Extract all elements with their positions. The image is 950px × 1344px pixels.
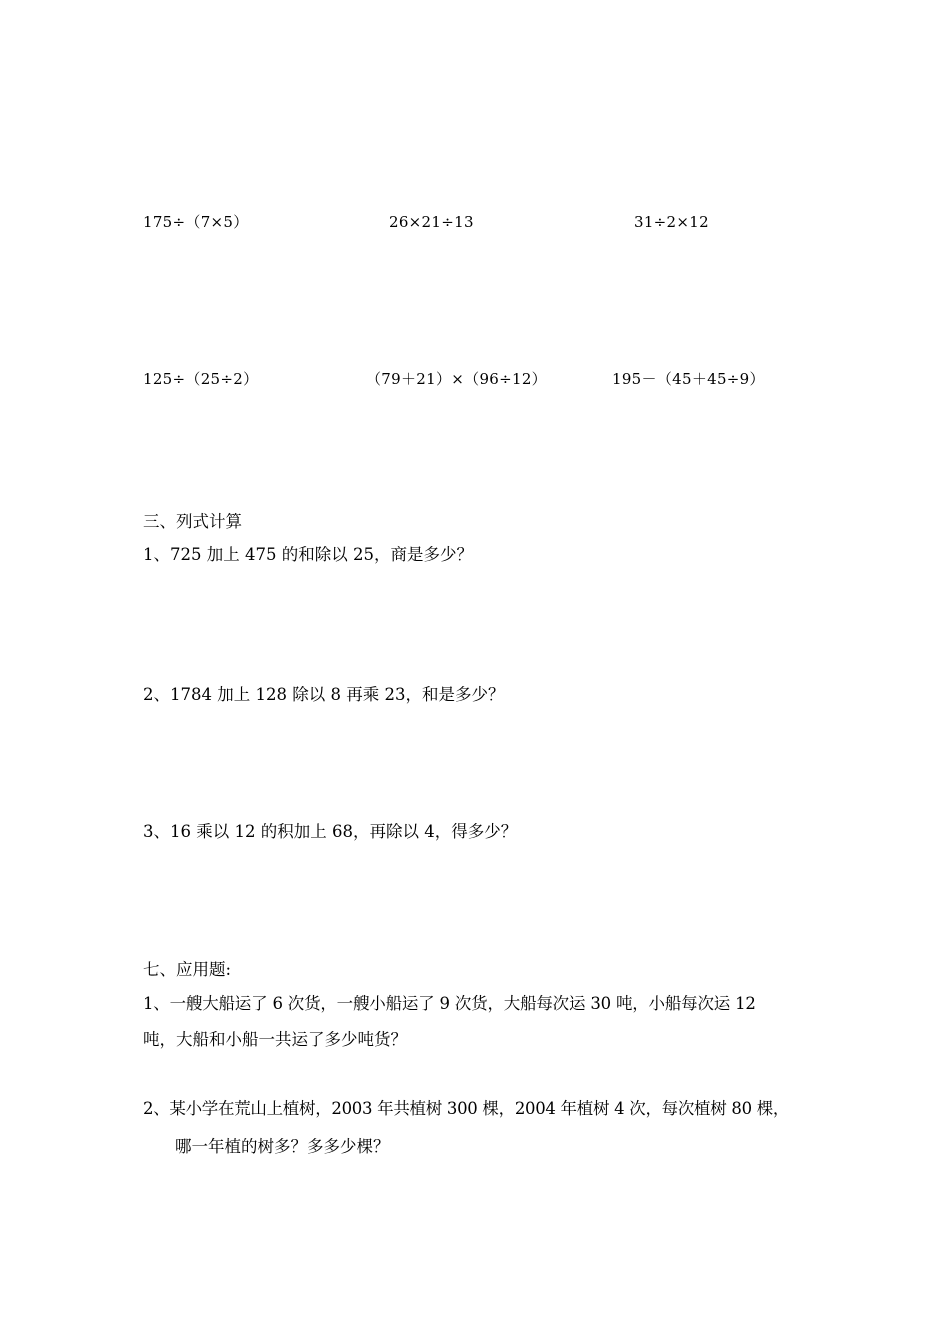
question-text: 3、16 乘以 12 的积加上 68，再除以 4，得多少？	[143, 822, 518, 841]
calc-expression: 175÷（7×5）	[143, 213, 249, 231]
question-text-continued: 哪一年植的树多？多多少棵？	[175, 1137, 390, 1156]
calc-expression: 26×21÷13	[389, 213, 474, 231]
section-heading: 七、应用题:	[143, 960, 232, 979]
calc-expression: 195－（45＋45÷9）	[612, 370, 765, 388]
question-text: 2、1784 加上 128 除以 8 再乘 23，和是多少？	[143, 685, 505, 704]
calc-expression: 31÷2×12	[634, 213, 709, 231]
question-text-continued: 吨，大船和小船一共运了多少吨货？	[143, 1030, 407, 1049]
question-text: 2、某小学在荒山上植树，2003 年共植树 300 棵，2004 年植树 4 次，每次植树 80 棵，	[143, 1099, 790, 1118]
question-text: 1、725 加上 475 的和除以 25，商是多少？	[143, 545, 473, 564]
calc-expression: 125÷（25÷2）	[143, 370, 259, 388]
calc-expression: （79＋21）×（96÷12）	[366, 370, 547, 388]
section-heading: 三、列式计算	[143, 512, 242, 531]
question-text: 1、一艘大船运了 6 次货，一艘小船运了 9 次货，大船每次运 30 吨，小船每次运 12	[143, 994, 756, 1013]
